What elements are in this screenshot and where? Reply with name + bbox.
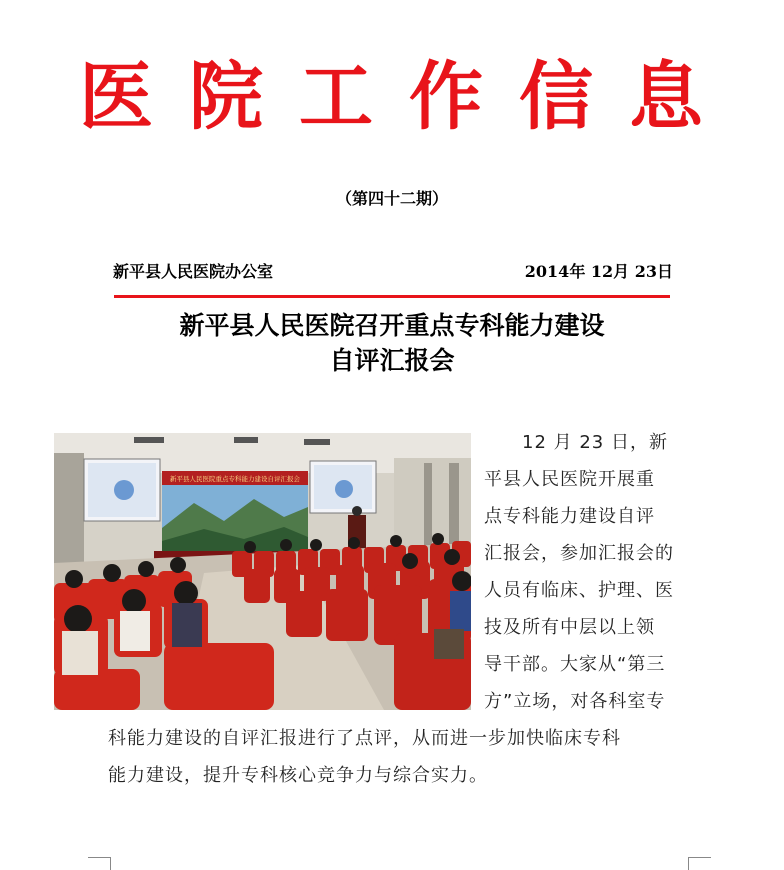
banner-text: 新平县人民医院重点专科能力建设自评汇报会 [170, 475, 300, 483]
paragraph-line: 方”立场，对各科室专 [484, 691, 666, 712]
headline-line-1: 新平县人民医院召开重点专科能力建设 [179, 311, 605, 340]
issue-date: 2014年 12月 23日 [524, 262, 673, 281]
article-body-wide [108, 720, 698, 794]
article-body-side [484, 424, 690, 720]
masthead-title: 医院工作信息 [79, 54, 739, 140]
page-corner-mark-left [88, 857, 111, 870]
paragraph-line: 汇报会，参加汇报会的 [484, 543, 674, 564]
paragraph-line: 技及所有中层以上领 [484, 617, 655, 638]
headline-line-2: 自评汇报会 [329, 346, 455, 375]
issuer-label: 新平县人民医院办公室 [113, 262, 274, 281]
paragraph-line: 科能力建设的自评汇报进行了点评，从而进一步加快临床专科 [108, 728, 621, 749]
paragraph-line: 能力建设，提升专科核心竞争力与综合实力。 [108, 765, 488, 786]
paragraph-line: 点专科能力建设自评 [484, 506, 655, 527]
paragraph-line: 人员有临床、护理、医 [484, 580, 674, 601]
paragraph-line: 12 月 23 日，新 [484, 432, 668, 453]
paragraph-line: 平县人民医院开展重 [484, 469, 655, 490]
article-headline [0, 308, 784, 378]
red-divider [114, 295, 670, 298]
meeting-photo [54, 433, 471, 710]
page-corner-mark-right [688, 857, 711, 870]
issue-number: （第四十二期） [335, 189, 448, 208]
paragraph-line: 导干部。大家从“第三 [484, 654, 666, 675]
